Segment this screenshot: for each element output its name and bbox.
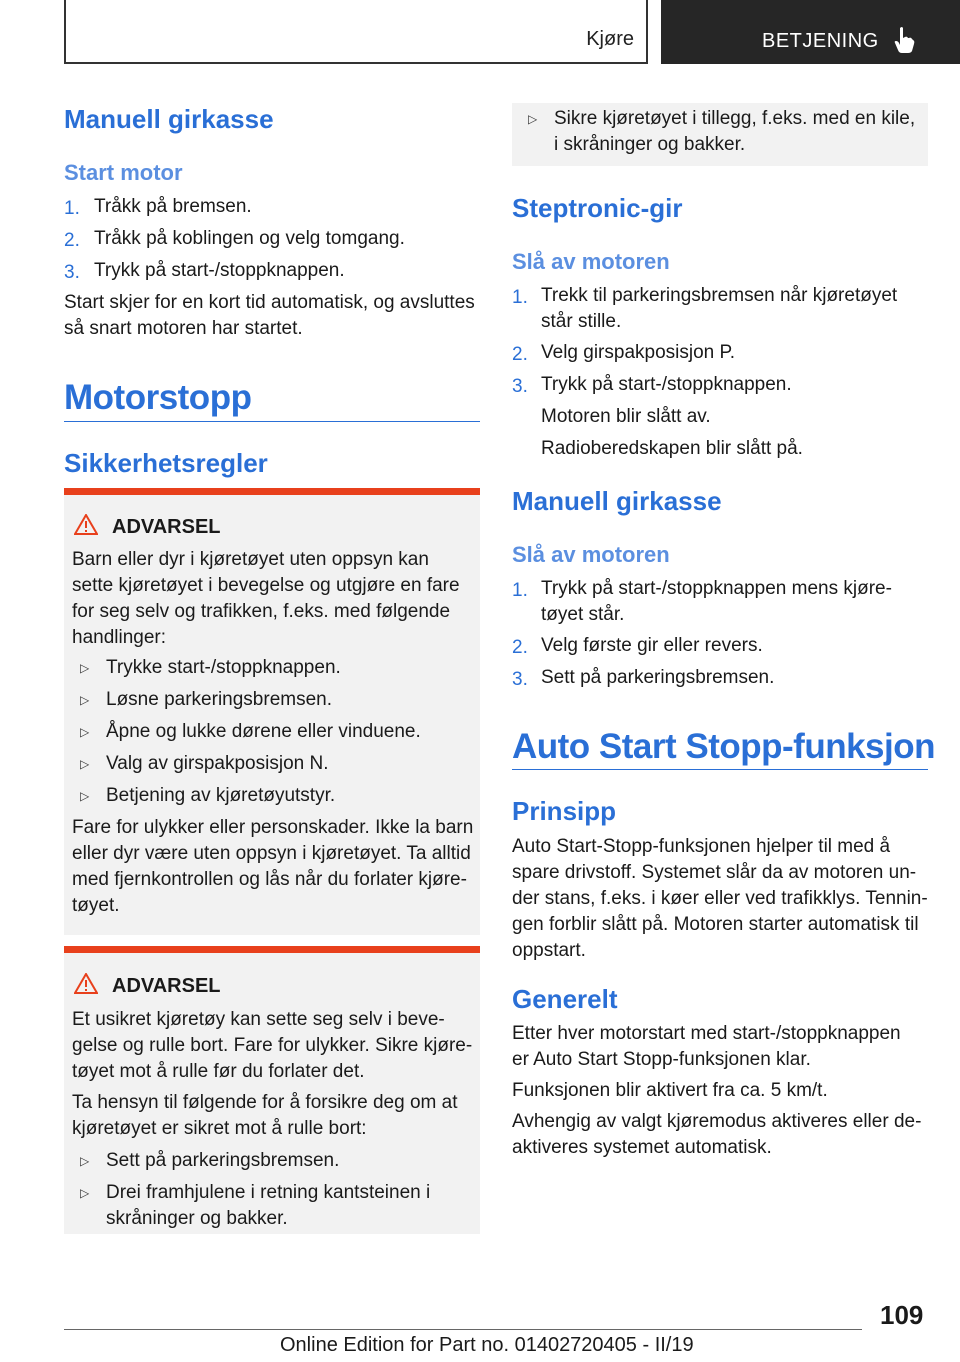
motorstopp-heading: Motorstopp xyxy=(64,378,252,417)
paragraph: aktiveres systemet automatisk. xyxy=(512,1137,772,1158)
general-heading: Generelt xyxy=(512,984,618,1014)
header-section: BETJENING xyxy=(762,30,879,52)
paragraph: eller dyr være uten oppsyn i kjøretøyet. Ta alltid xyxy=(72,843,471,864)
warning-bar xyxy=(64,488,480,495)
paragraph: gelse og rulle bort. Fare for ulykker. Sikre kjøre- xyxy=(72,1035,473,1056)
warning-title: ADVARSEL xyxy=(112,516,221,538)
list-item: Sett på parkeringsbremsen. xyxy=(541,667,775,688)
header-chapter: Kjøre xyxy=(586,28,634,50)
list-item: Tråkk på bremsen. xyxy=(94,196,252,217)
start-engine-heading: Start motor xyxy=(64,160,183,185)
footer-rule xyxy=(64,1329,862,1330)
step-number: 1. xyxy=(64,198,80,219)
warning-title: ADVARSEL xyxy=(112,975,221,997)
list-note: Radioberedskapen blir slått på. xyxy=(541,438,803,459)
engine-off-heading: Slå av motoren xyxy=(512,542,670,567)
warning-bar xyxy=(64,946,480,953)
manual-gearbox-heading: Manuell girkasse xyxy=(64,104,274,134)
pointing-hand-icon xyxy=(893,26,915,54)
bullet-triangle-icon: ▷ xyxy=(80,1186,90,1200)
step-number: 2. xyxy=(512,344,528,365)
paragraph: handlinger: xyxy=(72,627,167,648)
paragraph: for seg selv og trafikken, f.eks. med følgende xyxy=(72,601,451,622)
safety-heading: Sikkerhetsregler xyxy=(64,448,268,478)
header-chapter-box xyxy=(64,0,648,64)
list-item: Velg første gir eller revers. xyxy=(541,635,763,656)
list-item: Trykke start-/stoppknappen. xyxy=(106,657,341,678)
step-number: 1. xyxy=(512,287,528,308)
paragraph: kjøretøyet er sikret mot å rulle bort: xyxy=(72,1118,367,1139)
paragraph: Auto Start-Stopp-funksjonen hjelper til med å xyxy=(512,836,891,857)
paragraph: så snart motoren har startet. xyxy=(64,318,303,339)
paragraph: Et usikret kjøretøy kan sette seg selv i beve- xyxy=(72,1009,445,1030)
step-number: 2. xyxy=(512,637,528,658)
list-item: Drei framhjulene i retning kantsteinen i xyxy=(106,1182,431,1203)
paragraph: Fare for ulykker eller personskader. Ikke la barn xyxy=(72,817,474,838)
paragraph: tøyet. xyxy=(72,895,120,916)
list-item: Sikre kjøretøyet i tillegg, f.eks. med en kile, xyxy=(554,108,916,129)
step-number: 1. xyxy=(512,580,528,601)
bullet-triangle-icon: ▷ xyxy=(528,112,538,126)
manual-gearbox-heading: Manuell girkasse xyxy=(512,486,722,516)
warning-triangle-icon xyxy=(74,973,98,994)
warning-triangle-icon xyxy=(74,514,98,535)
bullet-triangle-icon: ▷ xyxy=(80,725,90,739)
list-item: Åpne og lukke dørene eller vinduene. xyxy=(106,721,421,742)
list-item: Sett på parkeringsbremsen. xyxy=(106,1150,340,1171)
bullet-triangle-icon: ▷ xyxy=(80,661,90,675)
list-item: Velg girspakposisjon P. xyxy=(541,342,735,363)
list-item: tøyet står. xyxy=(541,604,625,625)
paragraph: gen forblir slått på. Motoren starter automatisk til xyxy=(512,914,919,935)
list-item: skråninger og bakker. xyxy=(106,1208,288,1229)
footer-edition: Online Edition for Part no. 01402720405 - II/19 xyxy=(280,1334,694,1356)
step-number: 2. xyxy=(64,230,80,251)
list-item: Trykk på start-/stoppknappen. xyxy=(541,374,792,395)
list-item: Trykk på start-/stoppknappen. xyxy=(94,260,345,281)
heading-rule xyxy=(64,421,480,422)
paragraph: Avhengig av valgt kjøremodus aktiveres eller de- xyxy=(512,1111,922,1132)
paragraph: Start skjer for en kort tid automatisk, og avsluttes xyxy=(64,292,475,313)
paragraph: tøyet mot å rulle før du forlater det. xyxy=(72,1061,365,1082)
list-item: i skråninger og bakker. xyxy=(554,134,746,155)
bullet-triangle-icon: ▷ xyxy=(80,1154,90,1168)
list-item: Valg av girspakposisjon N. xyxy=(106,753,329,774)
paragraph: Funksjonen blir aktivert fra ca. 5 km/t. xyxy=(512,1080,828,1101)
header-section-box xyxy=(661,0,960,64)
steptronic-heading: Steptronic-gir xyxy=(512,193,683,223)
bullet-triangle-icon: ▷ xyxy=(80,693,90,707)
paragraph: Ta hensyn til følgende for å forsikre deg om at xyxy=(72,1092,458,1113)
list-item: Trykk på start-/stoppknappen mens kjøre- xyxy=(541,578,892,599)
list-item: Løsne parkeringsbremsen. xyxy=(106,689,332,710)
list-item: Tråkk på koblingen og velg tomgang. xyxy=(94,228,405,249)
bullet-triangle-icon: ▷ xyxy=(80,757,90,771)
list-item: står stille. xyxy=(541,311,622,332)
step-number: 3. xyxy=(512,669,528,690)
paragraph: der stans, f.eks. i køer eller ved trafikklys. Tennin- xyxy=(512,888,928,909)
step-number: 3. xyxy=(512,376,528,397)
list-note: Motoren blir slått av. xyxy=(541,406,711,427)
paragraph: oppstart. xyxy=(512,940,586,961)
paragraph: Etter hver motorstart med start-/stoppknappen xyxy=(512,1023,901,1044)
step-number: 3. xyxy=(64,262,80,283)
heading-rule xyxy=(512,769,928,770)
bullet-triangle-icon: ▷ xyxy=(80,789,90,803)
autostart-heading: Auto Start Stopp-funksjon xyxy=(512,727,936,766)
list-item: Betjening av kjøretøyutstyr. xyxy=(106,785,336,806)
paragraph: med fjernkontrollen og lås når du forlater kjøre- xyxy=(72,869,467,890)
principle-heading: Prinsipp xyxy=(512,796,617,826)
page-number: 109 xyxy=(880,1300,924,1330)
paragraph: er Auto Start Stopp-funksjonen klar. xyxy=(512,1049,811,1070)
paragraph: Barn eller dyr i kjøretøyet uten oppsyn kan xyxy=(72,549,429,570)
engine-off-heading: Slå av motoren xyxy=(512,249,670,274)
paragraph: sette kjøretøyet i bevegelse og utgjøre en fare xyxy=(72,575,460,596)
paragraph: spare drivstoff. Systemet slår da av motoren un- xyxy=(512,862,917,883)
list-item: Trekk til parkeringsbremsen når kjøretøyet xyxy=(541,285,898,306)
